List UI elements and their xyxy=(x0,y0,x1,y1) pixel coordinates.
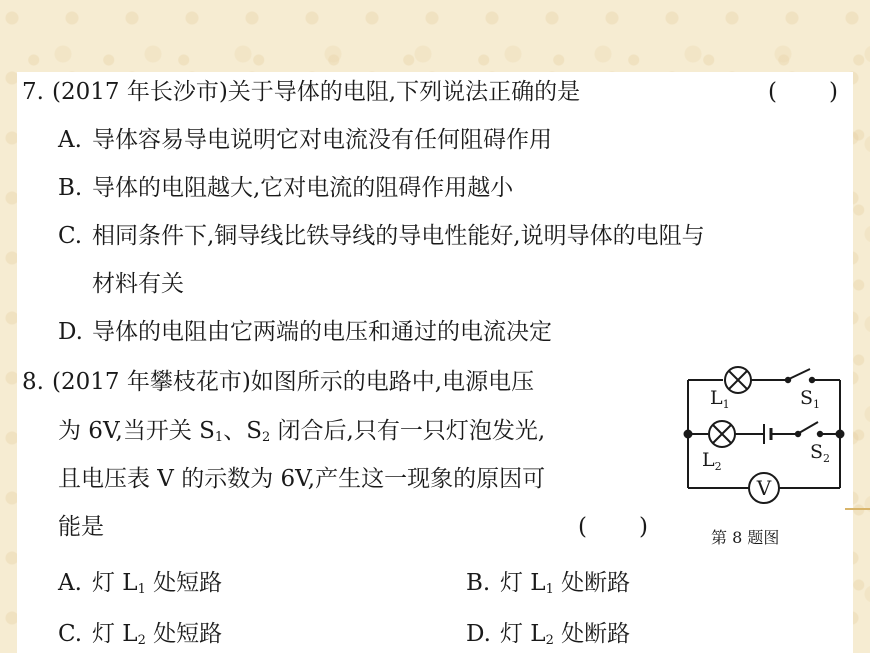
q8-number: 8. xyxy=(22,369,44,395)
q7-stem-line xyxy=(22,77,580,107)
label-v: V xyxy=(756,476,772,500)
switch-s2 xyxy=(799,422,818,433)
q7-stem: (2017 年长沙市)关于导体的电阻,下列说法正确的是 xyxy=(52,79,581,105)
q7-option-c-continuation: 材料有关 xyxy=(92,271,184,297)
q8-option-a[interactable]: A. 灯 $L_1$ 处短路 xyxy=(58,570,223,597)
q7-number: 7. xyxy=(22,79,44,105)
q8-option-c[interactable]: C. 灯 $L_2$ 处短路 xyxy=(58,621,223,648)
label-s1: $S_1$ xyxy=(800,387,821,411)
q8-stem-line-4: 能是 xyxy=(58,514,104,540)
q8-stem-line-1: 8. (2017 年攀枝花市)如图所示的电路中,电源电压 xyxy=(22,369,535,395)
label-l2: $L_2$ xyxy=(702,449,722,473)
q7-option-b[interactable]: B. 导体的电阻越大,它对电流的阻碍作用越小 xyxy=(58,175,514,201)
q7-option-c[interactable]: C. 相同条件下,铜导线比铁导线的导电性能好,说明导体的电阻与 xyxy=(58,223,705,249)
switch-s1 xyxy=(789,369,810,379)
q8-stem-line-3: 且电压表 V 的示数为 6V,产生这一现象的原因可 xyxy=(58,466,546,492)
q7-option-a[interactable]: A. 导体容易导电说明它对电流没有任何阻碍作用 xyxy=(58,127,552,153)
q8-option-d[interactable]: D. 灯 $L_2$ 处断路 xyxy=(466,621,631,648)
label-l1: $L_1$ xyxy=(710,387,730,411)
circuit-diagram xyxy=(678,362,850,512)
q8-answer-blank[interactable]: ( ) xyxy=(578,514,648,540)
q7-answer-blank[interactable]: ( ) xyxy=(768,79,838,105)
figure-caption: 第 8 题图 xyxy=(711,528,780,547)
q8-stem-line-2: 为 6V,当开关 $S_1$、$S_2$ 闭合后,只有一只灯泡发光, xyxy=(58,418,546,445)
q8-option-b[interactable]: B. 灯 $L_1$ 处断路 xyxy=(466,570,631,597)
label-s2: $S_2$ xyxy=(810,441,831,465)
q7-option-d[interactable]: D. 导体的电阻由它两端的电压和通过的电流决定 xyxy=(58,319,552,345)
